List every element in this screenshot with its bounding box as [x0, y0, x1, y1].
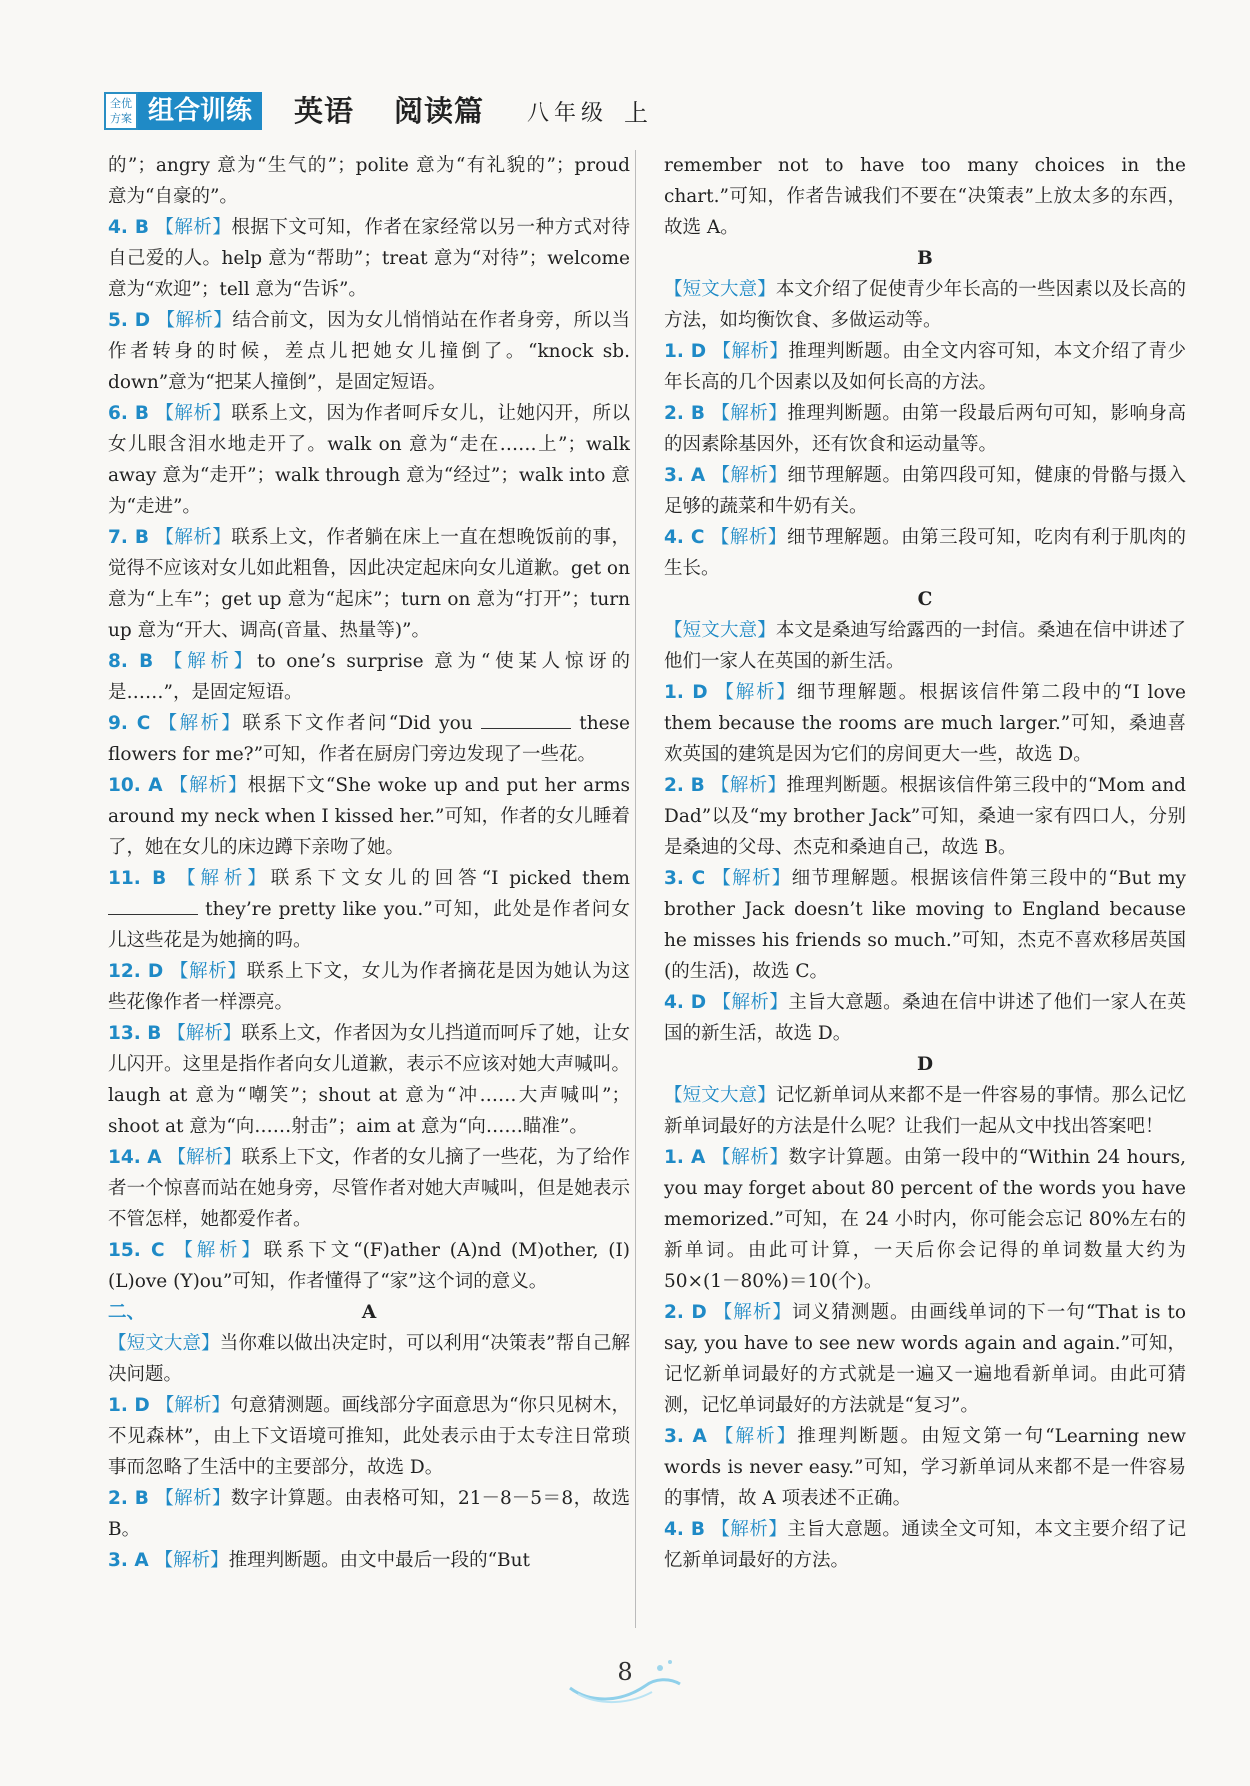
- part-label: 二、: [108, 1302, 146, 1323]
- answer-item: [664, 677, 1186, 770]
- analysis-text: 数字计算题。由表格可知，21－8－5＝8，故选 B。: [108, 1488, 630, 1540]
- analysis-tag: 【解析】: [158, 713, 243, 734]
- answer-number: 2. B: [664, 775, 705, 796]
- analysis-tag: 【解析】: [711, 403, 788, 424]
- analysis-tag: 【解析】: [169, 961, 247, 982]
- answer-item: [108, 1390, 630, 1483]
- brand-small-label: 全优方案: [104, 92, 138, 130]
- answer-item: [108, 708, 630, 770]
- answer-number: 2. B: [108, 1488, 149, 1509]
- analysis-text: 数字计算题。由第一段中的“Within 24 hours, you may forget about 80 percent of the words you have memorized.”可知，在 24 小时内，你可能会忘记 80%左右的新单词。由此可计算，一天后你会记得的单词数量大约为 50×(1－80%)＝10(个)。: [664, 1147, 1186, 1292]
- answer-item: [664, 770, 1186, 863]
- answer-item: [664, 987, 1186, 1049]
- left-column: [108, 150, 630, 1576]
- book-title: 英语: [294, 94, 355, 128]
- analysis-tag: 【解析】: [712, 992, 789, 1013]
- analysis-tag: 【解析】: [167, 1147, 242, 1168]
- analysis-text: 联系下文女儿的回答“I picked them: [270, 868, 630, 889]
- analysis-tag: 【解析】: [711, 775, 787, 796]
- section-heading: B: [917, 248, 933, 269]
- brand-main-label: 组合训练: [138, 92, 262, 130]
- fill-blank-line: [481, 710, 571, 729]
- page-number: 8: [617, 1658, 633, 1686]
- analysis-text: 推理判断题。由第一段最后两句可知，影响身高的因素除基因外，还有饮食和运动量等。: [664, 403, 1186, 455]
- answer-item: [664, 1514, 1186, 1576]
- analysis-text: they’re pretty like you.”可知，此处是作者问女儿这些花是为她摘的吗。: [108, 899, 630, 951]
- passage-summary: [664, 615, 1186, 677]
- answer-item: [108, 1483, 630, 1545]
- fill-blank-line: [108, 896, 198, 915]
- column-divider: [635, 150, 636, 1628]
- answer-item: [108, 1018, 630, 1142]
- analysis-text: 根据下文“She woke up and put her arms around my neck when I kissed her.”可知，作者的女儿睡着了，她在女儿的床边蹲下亲吻了她。: [108, 775, 630, 858]
- analysis-text: 联系上文，因为作者呵斥女儿，让她闪开，所以女儿眼含泪水地走开了。walk on 意为“走在……上”；walk away 意为“走开”；walk through 意为“经过”；walk into 意为“走进”。: [108, 403, 630, 517]
- answer-number: 4. B: [664, 1519, 705, 1540]
- answer-item: [108, 212, 630, 305]
- part-heading: [108, 1297, 630, 1328]
- answer-item: [108, 956, 630, 1018]
- answer-item: [664, 863, 1186, 987]
- analysis-text: 结合前文，因为女儿悄悄站在作者身旁，所以当作者转身的时候，差点儿把她女儿撞倒了。“knock sb. down”意为“把某人撞倒”，是固定短语。: [108, 310, 630, 393]
- book-grade: 八年级: [527, 101, 609, 126]
- answer-item: [108, 1545, 630, 1576]
- answer-number: 4. D: [664, 992, 707, 1013]
- page-header: [104, 92, 1164, 136]
- passage-summary: [108, 1328, 630, 1390]
- paragraph-text: 的”；angry 意为“生气的”；polite 意为“有礼貌的”；proud 意为“自豪的”。: [108, 155, 630, 207]
- analysis-text: 细节理解题。由第三段可知，吃肉有利于肌肉的生长。: [664, 527, 1186, 579]
- analysis-text: 句意猜测题。画线部分字面意思为“你只见树木，不见森林”，由上下文语境可推知，此处表示由于太专注日常琐事而忽略了生活中的主要部分，故选 D。: [108, 1395, 630, 1478]
- answer-item: [664, 1421, 1186, 1514]
- answer-number: 3. A: [108, 1550, 149, 1571]
- passage-summary: [664, 1080, 1186, 1142]
- analysis-text: 推理判断题。根据该信件第三段中的“Mom and Dad”以及“my brother Jack”可知，桑迪一家有四口人，分别是桑迪的父母、杰克和桑迪自己，故选 B。: [664, 775, 1186, 858]
- analysis-text: 词义猜测题。由画线单词的下一句“That is to say, you have to see new words again and again.”可知，记忆新单词最好的方式就是一遍又一遍地看新单词。由此可猜测，记忆单词最好的方法就是“复习”。: [664, 1302, 1186, 1416]
- answer-number: 1. A: [664, 1147, 706, 1168]
- answer-number: 8. B: [108, 651, 154, 672]
- analysis-tag: 【解析】: [169, 775, 248, 796]
- analysis-text: 推理判断题。由短文第一句“Learning new words is never easy.”可知，学习新单词从来都不是一件容易的事情，故 A 项表述不正确。: [664, 1426, 1186, 1509]
- answer-number: 4. C: [664, 527, 705, 548]
- answer-item: [108, 1142, 630, 1235]
- analysis-tag: 【解析】: [711, 465, 788, 486]
- analysis-tag: 【解析】: [712, 868, 792, 889]
- analysis-tag: 【解析】: [167, 1023, 242, 1044]
- answer-number: 5. D: [108, 310, 151, 331]
- summary-tag: 【短文大意】: [664, 1085, 776, 1106]
- answer-item: [108, 770, 630, 863]
- analysis-text: 推理判断题。由文中最后一段的“But: [228, 1550, 530, 1571]
- analysis-text: to one’s surprise 意为“使某人惊讶的是……”，是固定短语。: [108, 651, 630, 703]
- answer-number: 15. C: [108, 1240, 165, 1261]
- answer-number: 7. B: [108, 527, 149, 548]
- answer-item: [664, 398, 1186, 460]
- answer-number: 13. B: [108, 1023, 162, 1044]
- answer-number: 2. B: [664, 403, 705, 424]
- analysis-tag: 【解析】: [714, 1426, 798, 1447]
- summary-text: 本文是桑迪写给露西的一封信。桑迪在信中讲述了他们一家人在英国的新生活。: [664, 620, 1186, 672]
- analysis-text: 细节理解题。根据该信件第三段中的“But my brother Jack doesn’t like moving to England because he misses his friends so much.”可知，杰克不喜欢移居英国(的生活)，故选 C。: [664, 868, 1186, 982]
- analysis-tag: 【解析】: [155, 1395, 231, 1416]
- analysis-tag: 【解析】: [154, 1550, 229, 1571]
- analysis-text: 联系上文，作者躺在床上一直在想晚饭前的事，觉得不应该对女儿如此粗鲁，因此决定起床向女儿道歉。get on 意为“上车”；get up 意为“起床”；turn on 意为“打开”；turn up 意为“开大、调高(音量、热量等)”。: [108, 527, 630, 641]
- analysis-tag: 【解析】: [155, 403, 232, 424]
- answer-number: 10. A: [108, 775, 163, 796]
- summary-text: 记忆新单词从来都不是一件容易的事情。那么记忆新单词最好的方法是什么呢？让我们一起从文中找出答案吧！: [664, 1085, 1186, 1137]
- section-heading: D: [916, 1054, 934, 1075]
- answer-number: 12. D: [108, 961, 164, 982]
- answer-number: 9. C: [108, 713, 151, 734]
- answer-item: [664, 1142, 1186, 1297]
- analysis-tag: 【解析】: [156, 310, 233, 331]
- answer-item: [108, 1235, 630, 1297]
- answer-number: 3. A: [664, 1426, 707, 1447]
- answer-item: [664, 460, 1186, 522]
- right-column: [664, 150, 1186, 1576]
- answer-item: [108, 522, 630, 646]
- analysis-text: 推理判断题。由全文内容可知，本文介绍了青少年长高的几个因素以及如何长高的方法。: [664, 341, 1186, 393]
- summary-tag: 【短文大意】: [108, 1333, 220, 1354]
- book-subtitle: 阅读篇: [394, 94, 485, 128]
- answer-item: [664, 522, 1186, 584]
- analysis-tag: 【解析】: [712, 341, 789, 362]
- answer-item: [664, 336, 1186, 398]
- analysis-tag: 【解析】: [711, 1147, 789, 1168]
- section-heading: A: [361, 1302, 377, 1323]
- analysis-tag: 【解析】: [155, 1488, 231, 1509]
- paragraph-text: remember not to have too many choices in the chart.”可知，作者告诫我们不要在“决策表”上放太多的东西，故选 A。: [664, 155, 1186, 238]
- analysis-text: these flowers for me?”可知，作者在厨房门旁边发现了一些花。: [108, 713, 630, 765]
- analysis-text: 细节理解题。根据该信件第二段中的“I love them because the rooms are much larger.”可知，桑迪喜欢英国的建筑是因为它们的房间更大一些，故选 D。: [664, 682, 1186, 765]
- analysis-tag: 【解析】: [174, 1240, 264, 1261]
- section-heading: C: [917, 589, 933, 610]
- analysis-text: 联系下文作者问“Did you: [242, 713, 481, 734]
- analysis-text: 根据下文可知，作者在家经常以另一种方式对待自己爱的人。help 意为“帮助”；treat 意为“对待”；welcome 意为“欢迎”；tell 意为“告诉”。: [108, 217, 630, 300]
- answer-number: 6. B: [108, 403, 149, 424]
- answer-item: [664, 1297, 1186, 1421]
- analysis-tag: 【解析】: [715, 682, 797, 703]
- answer-number: 1. D: [108, 1395, 150, 1416]
- answer-number: 1. D: [664, 341, 707, 362]
- analysis-tag: 【解析】: [710, 527, 787, 548]
- answer-number: 2. D: [664, 1302, 707, 1323]
- page-footer: [560, 1648, 690, 1708]
- analysis-tag: 【解析】: [177, 868, 271, 889]
- answer-number: 11. B: [108, 868, 167, 889]
- analysis-tag: 【解析】: [711, 1519, 788, 1540]
- analysis-tag: 【解析】: [713, 1302, 793, 1323]
- continued-paragraph: [664, 150, 1186, 243]
- analysis-text: 联系下文“(F)ather (A)nd (M)other, (I) (L)ove (Y)ou”可知，作者懂得了“家”这个词的意义。: [108, 1240, 630, 1292]
- analysis-text: 联系上文，作者因为女儿挡道而呵斥了她，让女儿闪开。这里是指作者向女儿道歉，表示不应该对她大声喊叫。laugh at 意为“嘲笑”；shout at 意为“冲……大声喊叫”；shoot at 意为“向……射击”；aim at 意为“向……瞄准”。: [108, 1023, 630, 1137]
- book-volume: 上: [624, 99, 648, 127]
- answer-number: 3. A: [664, 465, 706, 486]
- analysis-text: 主旨大意题。桑迪在信中讲述了他们一家人在英国的新生活，故选 D。: [664, 992, 1186, 1044]
- analysis-tag: 【解析】: [155, 217, 232, 238]
- answer-item: [108, 305, 630, 398]
- summary-text: 当你难以做出决定时，可以利用“决策表”帮自己解决问题。: [108, 1333, 630, 1385]
- continued-paragraph: [108, 150, 630, 212]
- passage-summary: [664, 274, 1186, 336]
- summary-tag: 【短文大意】: [664, 620, 776, 641]
- answer-item: [108, 863, 630, 956]
- answer-number: 1. D: [664, 682, 708, 703]
- answer-item: [108, 398, 630, 522]
- analysis-text: 主旨大意题。通读全文可知，本文主要介绍了记忆新单词最好的方法。: [664, 1519, 1186, 1571]
- brand-logo: [104, 92, 262, 130]
- analysis-text: 联系上下文，作者的女儿摘了一些花，为了给作者一个惊喜而站在她身旁，尽管作者对她大声喊叫，但是她表示不管怎样，她都爱作者。: [108, 1147, 630, 1230]
- answer-number: 14. A: [108, 1147, 162, 1168]
- summary-text: 本文介绍了促使青少年长高的一些因素以及长高的方法，如均衡饮食、多做运动等。: [664, 279, 1186, 331]
- answer-number: 3. C: [664, 868, 706, 889]
- answer-item: [108, 646, 630, 708]
- analysis-text: 细节理解题。由第四段可知，健康的骨骼与摄入足够的蔬菜和牛奶有关。: [664, 465, 1186, 517]
- analysis-text: 联系上下文，女儿为作者摘花是因为她认为这些花像作者一样漂亮。: [108, 961, 630, 1013]
- summary-tag: 【短文大意】: [664, 279, 776, 300]
- analysis-tag: 【解析】: [163, 651, 258, 672]
- answer-number: 4. B: [108, 217, 149, 238]
- analysis-tag: 【解析】: [155, 527, 232, 548]
